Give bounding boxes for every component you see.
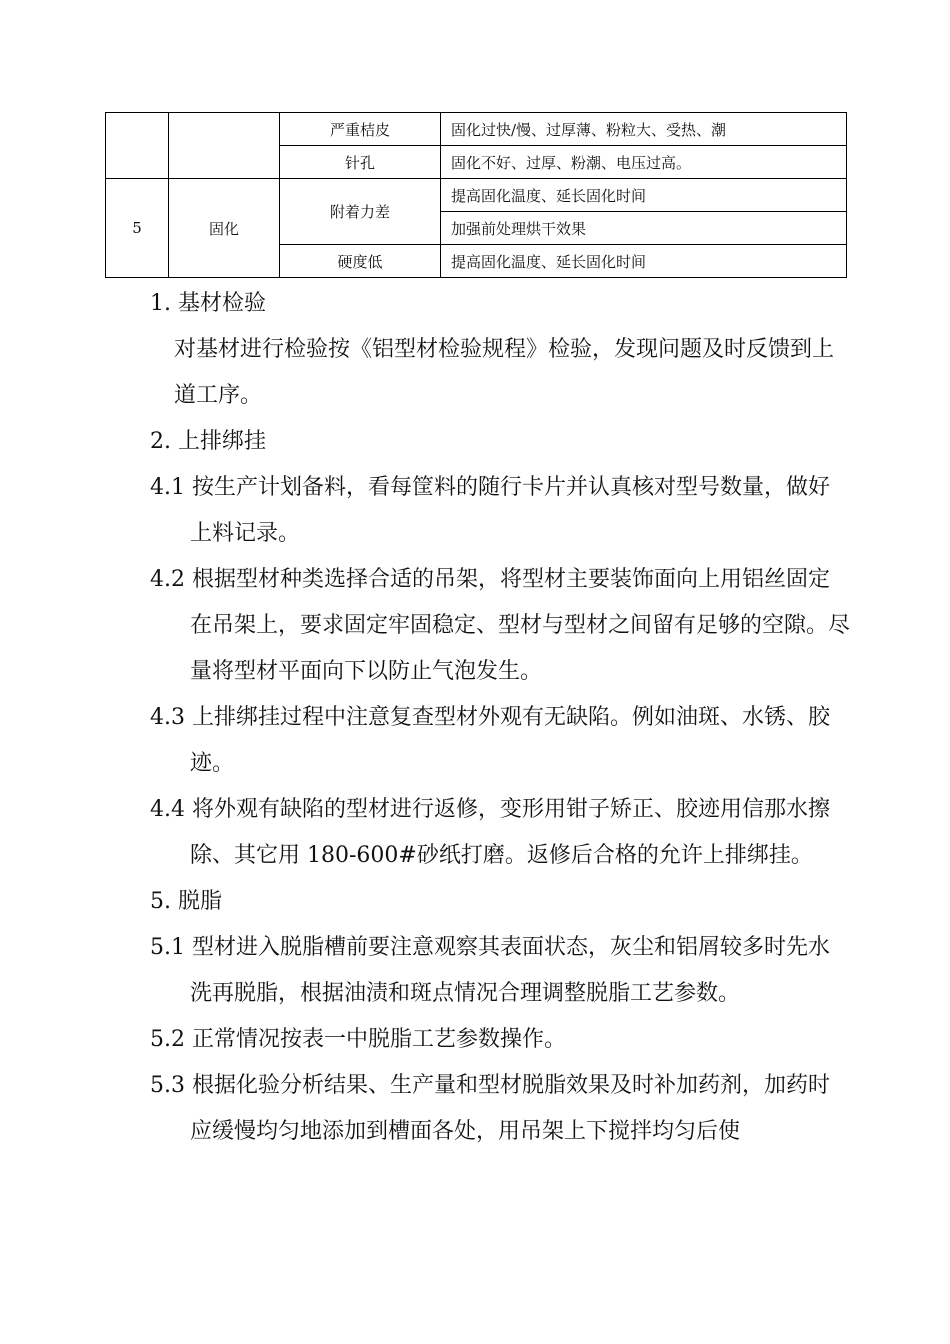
section-heading: 1. 基材检验 xyxy=(150,291,266,316)
list-item: 5.2 正常情况按表一中脱脂工艺参数操作。 xyxy=(150,1027,566,1052)
section-heading: 5. 脱脂 xyxy=(150,889,222,914)
list-item: 5.1 型材进入脱脂槽前要注意观察其表面状态，灰尘和铝屑较多时先水洗再脱脂，根据油渍和斑点情况合理调整脱脂工艺参数。 xyxy=(150,935,830,1006)
section-heading: 2. 上排绑挂 xyxy=(150,429,266,454)
defect-cell: 硬度低 xyxy=(280,245,441,278)
defect-cell: 附着力差 xyxy=(280,179,441,245)
process-name-cell: 固化 xyxy=(169,179,280,278)
document-body xyxy=(150,281,850,1155)
defect-cell: 针孔 xyxy=(280,146,441,179)
cause-cell: 加强前处理烘干效果 xyxy=(441,212,847,245)
list-item: 4.4 将外观有缺陷的型材进行返修，变形用钳子矫正、胶迹用信那水擦除、其它用 180-600#砂纸打磨。返修后合格的允许上排绑挂。 xyxy=(150,797,830,868)
defect-table xyxy=(105,112,847,278)
paragraph: 对基材进行检验按《铝型材检验规程》检验，发现问题及时反馈到上道工序。 xyxy=(174,337,835,408)
cause-cell: 提高固化温度、延长固化时间 xyxy=(441,245,847,278)
list-item: 4.2 根据型材种类选择合适的吊架，将型材主要装饰面向上用铝丝固定在吊架上，要求固定牢固稳定、型材与型材之间留有足够的空隙。尽量将型材平面向下以防止气泡发生。 xyxy=(150,567,851,684)
table-row xyxy=(106,179,847,212)
list-item: 4.1 按生产计划备料，看每筐料的随行卡片并认真核对型号数量，做好上料记录。 xyxy=(150,475,830,546)
table-cell-empty xyxy=(106,113,169,179)
defect-cell: 严重桔皮 xyxy=(280,113,441,146)
cause-cell: 固化不好、过厚、粉潮、电压过高。 xyxy=(441,146,847,179)
cause-cell: 固化过快/慢、过厚薄、粉粒大、受热、潮 xyxy=(441,113,847,146)
process-number-cell: 5 xyxy=(106,179,169,278)
table-cell-empty xyxy=(169,113,280,179)
list-item: 5.3 根据化验分析结果、生产量和型材脱脂效果及时补加药剂，加药时应缓慢均匀地添加到槽面各处，用吊架上下搅拌均匀后使 xyxy=(150,1073,830,1144)
table-row xyxy=(106,113,847,146)
cause-cell: 提高固化温度、延长固化时间 xyxy=(441,179,847,212)
list-item: 4.3 上排绑挂过程中注意复查型材外观有无缺陷。例如油斑、水锈、胶迹。 xyxy=(150,705,830,776)
